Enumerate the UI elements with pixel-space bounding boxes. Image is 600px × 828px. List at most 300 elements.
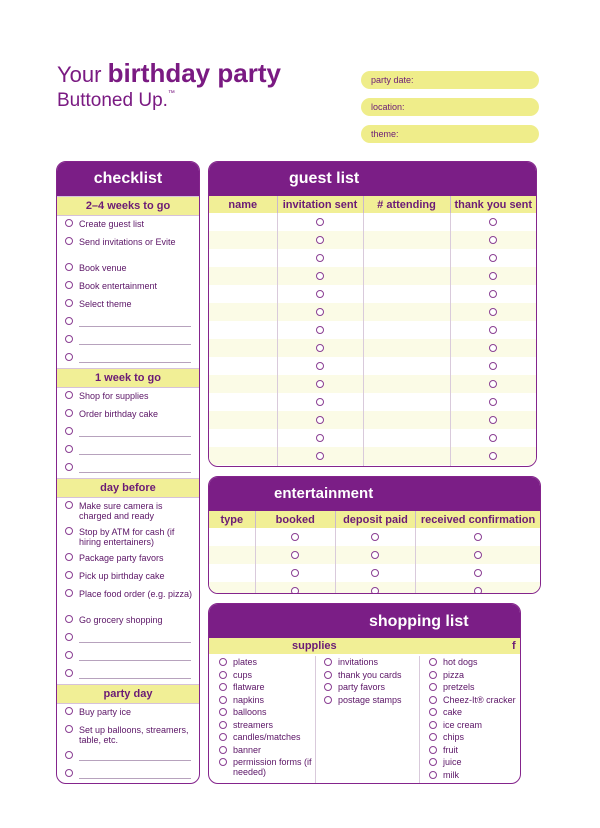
title-main: birthday party <box>107 58 281 88</box>
row-checkbox[interactable] <box>316 452 324 460</box>
blank-line[interactable] <box>79 436 191 437</box>
theme-label: theme: <box>371 129 399 139</box>
row-checkbox[interactable] <box>316 272 324 280</box>
shopping-item <box>429 681 521 694</box>
theme-field[interactable] <box>361 125 539 143</box>
table-cell <box>277 393 363 411</box>
table-cell <box>450 429 536 447</box>
shopping-item-text: party favors <box>338 682 386 692</box>
table-row <box>209 303 536 321</box>
checklist-item <box>57 260 199 278</box>
blank-line[interactable] <box>79 678 191 679</box>
table-row <box>209 564 540 582</box>
table-cell[interactable] <box>363 465 450 467</box>
table-cell[interactable] <box>363 231 450 249</box>
shopping-item <box>429 669 521 682</box>
row-checkbox[interactable] <box>316 416 324 424</box>
shopping-checkbox[interactable] <box>429 696 437 704</box>
shopping-item <box>324 669 419 682</box>
checklist-item <box>57 460 199 478</box>
checklist-checkbox[interactable] <box>65 391 73 399</box>
shopping-item-text: cake <box>443 707 463 717</box>
checklist-checkbox[interactable] <box>65 769 73 777</box>
table-cell <box>450 249 536 267</box>
table-cell[interactable] <box>363 339 450 357</box>
table-row <box>209 267 536 285</box>
table-cell <box>255 582 335 594</box>
guest-table <box>209 196 536 467</box>
table-row <box>209 321 536 339</box>
table-row <box>209 546 540 564</box>
table-row <box>209 465 536 467</box>
checklist-item-text: Go grocery shopping <box>79 615 163 625</box>
blank-line[interactable] <box>79 472 191 473</box>
checklist-item <box>57 550 199 568</box>
row-checkbox[interactable] <box>316 362 324 370</box>
row-checkbox[interactable] <box>489 326 497 334</box>
checklist-checkbox[interactable] <box>65 237 73 245</box>
row-checkbox[interactable] <box>489 398 497 406</box>
table-cell <box>277 465 363 467</box>
shopping-checkbox[interactable] <box>429 746 437 754</box>
checklist-item <box>57 524 199 550</box>
row-checkbox[interactable] <box>489 308 497 316</box>
column-header: thank you sent <box>450 196 536 213</box>
stationery-column <box>324 656 419 706</box>
table-row <box>209 339 536 357</box>
food-label-cut: f <box>512 640 516 652</box>
row-checkbox[interactable] <box>316 236 324 244</box>
blank-line[interactable] <box>79 344 191 345</box>
shopping-checkbox[interactable] <box>429 683 437 691</box>
table-cell <box>416 528 540 546</box>
table-cell <box>450 339 536 357</box>
table-cell <box>416 582 540 594</box>
shopping-item <box>429 656 521 669</box>
checklist-item <box>57 278 199 296</box>
table-cell <box>277 303 363 321</box>
checklist-item <box>57 648 199 666</box>
shopping-checkbox[interactable] <box>219 671 227 679</box>
table-row <box>209 213 536 231</box>
shopping-item-text: cups <box>233 669 253 680</box>
shopping-item-text: ice cream <box>443 719 483 730</box>
checklist-checkbox[interactable] <box>65 219 73 227</box>
table-cell <box>255 564 335 582</box>
table-cell[interactable] <box>363 249 450 267</box>
shopping-checkbox[interactable] <box>219 683 227 691</box>
shopping-checkbox[interactable] <box>219 696 227 704</box>
checklist-checkbox[interactable] <box>65 571 73 579</box>
shopping-item <box>429 694 521 707</box>
shopping-checkbox[interactable] <box>429 758 437 766</box>
checklist-checkbox[interactable] <box>65 445 73 453</box>
table-row <box>209 249 536 267</box>
table-cell <box>335 564 415 582</box>
row-checkbox[interactable] <box>316 290 324 298</box>
row-checkbox[interactable] <box>291 569 299 577</box>
shopping-checkbox[interactable] <box>324 671 332 679</box>
table-cell[interactable] <box>363 285 450 303</box>
shopping-item-text: pizza <box>443 669 465 680</box>
shopping-item-text: thank you cards <box>338 669 402 680</box>
checklist-item <box>57 314 199 332</box>
shopping-checkbox[interactable] <box>324 696 332 704</box>
shopping-item-text: plates <box>233 657 258 667</box>
row-checkbox[interactable] <box>291 587 299 594</box>
table-cell <box>277 231 363 249</box>
table-cell[interactable] <box>363 357 450 375</box>
blank-line[interactable] <box>79 760 191 761</box>
table-cell <box>277 249 363 267</box>
blank-line[interactable] <box>79 362 191 363</box>
shopping-item <box>429 719 521 732</box>
row-checkbox[interactable] <box>489 272 497 280</box>
table-cell[interactable] <box>363 447 450 465</box>
row-checkbox[interactable] <box>371 587 379 594</box>
checklist-item <box>57 350 199 368</box>
checklist-checkbox[interactable] <box>65 669 73 677</box>
table-cell[interactable] <box>209 447 277 465</box>
shopping-item-text: banner <box>233 744 262 755</box>
checklist-item <box>57 388 199 406</box>
food-column <box>429 656 521 781</box>
checklist-section-heading: day before <box>57 478 199 498</box>
blank-line[interactable] <box>79 778 191 779</box>
row-checkbox[interactable] <box>316 380 324 388</box>
table-row <box>209 582 540 594</box>
table-cell[interactable] <box>209 231 277 249</box>
shopping-checkbox[interactable] <box>219 758 227 766</box>
shopping-checkbox[interactable] <box>429 658 437 666</box>
checklist-item-text: Create guest list <box>79 219 145 229</box>
checklist-item-text: Make sure camera is charged and ready <box>79 501 163 521</box>
checklist-item-text: Book venue <box>79 263 127 273</box>
table-cell <box>450 375 536 393</box>
row-checkbox[interactable] <box>489 362 497 370</box>
shopping-item <box>429 744 521 757</box>
column-header: received confirmation <box>416 511 540 528</box>
row-checkbox[interactable] <box>371 569 379 577</box>
checklist-checkbox[interactable] <box>65 751 73 759</box>
column-header: # attending <box>363 196 450 213</box>
checklist-checkbox[interactable] <box>65 615 73 623</box>
table-cell <box>335 582 415 594</box>
table-cell[interactable] <box>209 321 277 339</box>
shopping-item-text: Cheez-It® cracker <box>443 694 516 705</box>
row-checkbox[interactable] <box>489 416 497 424</box>
column-header: deposit paid <box>335 511 415 528</box>
title-prefix: Your <box>57 62 102 87</box>
table-cell <box>277 357 363 375</box>
table-cell <box>277 339 363 357</box>
table-cell <box>450 411 536 429</box>
checklist-item-text: Pick up birthday cake <box>79 571 165 581</box>
checklist-item <box>57 442 199 460</box>
table-cell[interactable] <box>209 582 255 594</box>
row-checkbox[interactable] <box>316 254 324 262</box>
shopping-item-text: hot dogs <box>443 657 478 667</box>
checklist-item-text: Book entertainment <box>79 281 158 291</box>
table-cell <box>416 564 540 582</box>
checklist-checkbox[interactable] <box>65 651 73 659</box>
table-cell[interactable] <box>209 357 277 375</box>
row-checkbox[interactable] <box>291 533 299 541</box>
row-checkbox[interactable] <box>474 533 482 541</box>
table-cell <box>450 267 536 285</box>
checklist-item <box>57 586 199 612</box>
table-cell <box>450 231 536 249</box>
checklist-checkbox[interactable] <box>65 353 73 361</box>
shopping-item <box>219 694 314 707</box>
checklist-checkbox[interactable] <box>65 463 73 471</box>
table-row <box>209 429 536 447</box>
table-cell <box>416 546 540 564</box>
blank-line[interactable] <box>79 660 191 661</box>
table-cell <box>450 393 536 411</box>
row-checkbox[interactable] <box>474 551 482 559</box>
checklist-item <box>57 234 199 260</box>
shopping-item <box>219 706 314 719</box>
blank-line[interactable] <box>79 326 191 327</box>
shopping-item-text: milk <box>443 769 459 780</box>
row-checkbox[interactable] <box>489 254 497 262</box>
checklist-checkbox[interactable] <box>65 317 73 325</box>
table-cell <box>450 213 536 231</box>
checklist-checkbox[interactable] <box>65 527 73 535</box>
checklist-item <box>57 498 199 524</box>
shopping-item-text: invitations <box>338 657 379 667</box>
table-row <box>209 357 536 375</box>
shopping-item-text: juice <box>443 757 462 767</box>
table-row <box>209 447 536 465</box>
table-cell <box>255 546 335 564</box>
checklist-checkbox[interactable] <box>65 299 73 307</box>
shopping-checkbox[interactable] <box>429 721 437 729</box>
checklist-checkbox[interactable] <box>65 725 73 733</box>
checklist-item-text: Select theme <box>79 299 132 309</box>
checklist-section-heading: 2–4 weeks to go <box>57 196 199 216</box>
shopping-item-text: chips <box>443 732 465 742</box>
checklist-item-text: Stop by ATM for cash (if hiring entertainers) <box>79 527 175 547</box>
shopping-item <box>219 681 314 694</box>
table-row <box>209 411 536 429</box>
table-cell <box>277 321 363 339</box>
table-cell[interactable] <box>209 528 255 546</box>
shopping-item-text: fruit <box>443 744 459 755</box>
shopping-item-text: permission forms (if needed) <box>233 757 312 777</box>
checklist-checkbox[interactable] <box>65 633 73 641</box>
row-checkbox[interactable] <box>316 218 324 226</box>
checklist-item-text: Package party favors <box>79 553 164 563</box>
checklist-item-text: Send invitations or Evite <box>79 237 176 247</box>
checklist-checkbox[interactable] <box>65 427 73 435</box>
checklist-section-heading: party day <box>57 684 199 704</box>
checklist-item <box>57 722 199 748</box>
checklist-checkbox[interactable] <box>65 263 73 271</box>
shopping-item-text: balloons <box>233 707 267 717</box>
table-cell[interactable] <box>209 546 255 564</box>
shopping-item <box>219 756 314 780</box>
shopping-item <box>429 769 521 782</box>
shopping-checkbox[interactable] <box>219 708 227 716</box>
table-cell[interactable] <box>363 393 450 411</box>
row-checkbox[interactable] <box>316 398 324 406</box>
checklist-item-text: Shop for supplies <box>79 391 149 401</box>
row-checkbox[interactable] <box>316 434 324 442</box>
checklist-checkbox[interactable] <box>65 501 73 509</box>
supplies-label: supplies <box>292 640 337 652</box>
blank-line[interactable] <box>79 454 191 455</box>
checklist-checkbox[interactable] <box>65 553 73 561</box>
table-cell[interactable] <box>209 564 255 582</box>
checklist-item <box>57 332 199 350</box>
row-checkbox[interactable] <box>489 290 497 298</box>
checklist-item <box>57 766 199 784</box>
table-cell <box>450 285 536 303</box>
table-cell[interactable] <box>363 267 450 285</box>
shopping-checkbox[interactable] <box>324 658 332 666</box>
row-checkbox[interactable] <box>474 569 482 577</box>
shopping-checkbox[interactable] <box>219 733 227 741</box>
shopping-item <box>324 681 419 694</box>
table-cell[interactable] <box>209 375 277 393</box>
checklist-item <box>57 612 199 630</box>
row-checkbox[interactable] <box>474 587 482 594</box>
row-checkbox[interactable] <box>291 551 299 559</box>
shopping-checkbox[interactable] <box>429 733 437 741</box>
row-checkbox[interactable] <box>489 452 497 460</box>
entertainment-table <box>209 511 540 594</box>
table-cell[interactable] <box>363 213 450 231</box>
shopping-item-text: napkins <box>233 694 265 705</box>
table-row <box>209 375 536 393</box>
table-cell[interactable] <box>363 411 450 429</box>
shopping-item <box>219 656 314 669</box>
checklist-item-text: Set up balloons, streamers, table, etc. <box>79 725 189 745</box>
shopping-item-text: flatware <box>233 682 265 692</box>
shopping-checkbox[interactable] <box>429 671 437 679</box>
shopping-item <box>219 669 314 682</box>
shopping-checkbox[interactable] <box>429 708 437 716</box>
checklist-item <box>57 406 199 424</box>
shopping-list-title: shopping list <box>369 613 469 630</box>
table-cell <box>450 321 536 339</box>
column-header: name <box>209 196 277 213</box>
trademark-mark: ™ <box>167 90 175 97</box>
shopping-item-text: postage stamps <box>338 694 402 705</box>
checklist-checkbox[interactable] <box>65 589 73 597</box>
party-date-field[interactable] <box>361 71 539 89</box>
table-cell <box>277 447 363 465</box>
supplies-column <box>219 656 314 780</box>
shopping-item <box>429 731 521 744</box>
checklist-section-heading: 1 week to go <box>57 368 199 388</box>
table-row <box>209 528 540 546</box>
table-cell <box>335 546 415 564</box>
table-cell[interactable] <box>363 303 450 321</box>
checklist-item <box>57 704 199 722</box>
table-cell[interactable] <box>209 249 277 267</box>
table-cell[interactable] <box>209 267 277 285</box>
checklist-checkbox[interactable] <box>65 335 73 343</box>
shopping-checkbox[interactable] <box>324 683 332 691</box>
table-row <box>209 231 536 249</box>
shopping-checkbox[interactable] <box>219 746 227 754</box>
checklist-checkbox[interactable] <box>65 707 73 715</box>
table-row <box>209 285 536 303</box>
checklist-item-text: Buy party ice <box>79 707 132 717</box>
shopping-item <box>219 744 314 757</box>
row-checkbox[interactable] <box>371 533 379 541</box>
table-cell[interactable] <box>209 393 277 411</box>
table-cell <box>277 267 363 285</box>
table-cell[interactable] <box>209 429 277 447</box>
row-checkbox[interactable] <box>316 326 324 334</box>
checklist-panel <box>56 161 200 784</box>
shopping-checkbox[interactable] <box>219 658 227 666</box>
checklist-checkbox[interactable] <box>65 281 73 289</box>
checklist-item <box>57 216 199 234</box>
shopping-item <box>429 706 521 719</box>
row-checkbox[interactable] <box>489 380 497 388</box>
shopping-item-text: pretzels <box>443 682 475 692</box>
shopping-checkbox[interactable] <box>429 771 437 779</box>
table-cell[interactable] <box>209 303 277 321</box>
row-checkbox[interactable] <box>489 236 497 244</box>
checklist-item-text: Order birthday cake <box>79 409 159 419</box>
table-cell[interactable] <box>209 285 277 303</box>
shopping-checkbox[interactable] <box>219 721 227 729</box>
location-label: location: <box>371 102 405 112</box>
checklist-item-text: Place food order (e.g. pizza) <box>79 589 193 599</box>
table-cell <box>450 303 536 321</box>
row-checkbox[interactable] <box>316 308 324 316</box>
blank-line[interactable] <box>79 642 191 643</box>
location-field[interactable] <box>361 98 539 116</box>
guest-list-title: guest list <box>289 170 360 187</box>
row-checkbox[interactable] <box>489 434 497 442</box>
table-cell[interactable] <box>209 339 277 357</box>
table-cell[interactable] <box>363 429 450 447</box>
table-cell[interactable] <box>363 375 450 393</box>
checklist-checkbox[interactable] <box>65 409 73 417</box>
shopping-item <box>429 756 521 769</box>
table-cell <box>450 465 536 467</box>
table-cell[interactable] <box>363 321 450 339</box>
table-cell <box>335 528 415 546</box>
table-cell <box>277 375 363 393</box>
shopping-item <box>219 719 314 732</box>
row-checkbox[interactable] <box>371 551 379 559</box>
table-cell[interactable] <box>209 411 277 429</box>
table-cell <box>277 411 363 429</box>
checklist-item <box>57 630 199 648</box>
table-cell <box>277 285 363 303</box>
checklist-item <box>57 568 199 586</box>
shopping-item-text: streamers <box>233 719 274 730</box>
row-checkbox[interactable] <box>316 344 324 352</box>
table-cell <box>450 447 536 465</box>
table-cell[interactable] <box>209 465 277 467</box>
entertainment-title: entertainment <box>274 485 374 502</box>
row-checkbox[interactable] <box>489 344 497 352</box>
table-cell[interactable] <box>209 213 277 231</box>
page-subtitle <box>57 90 175 112</box>
party-date-label: party date: <box>371 75 414 85</box>
row-checkbox[interactable] <box>489 218 497 226</box>
checklist-item <box>57 666 199 684</box>
